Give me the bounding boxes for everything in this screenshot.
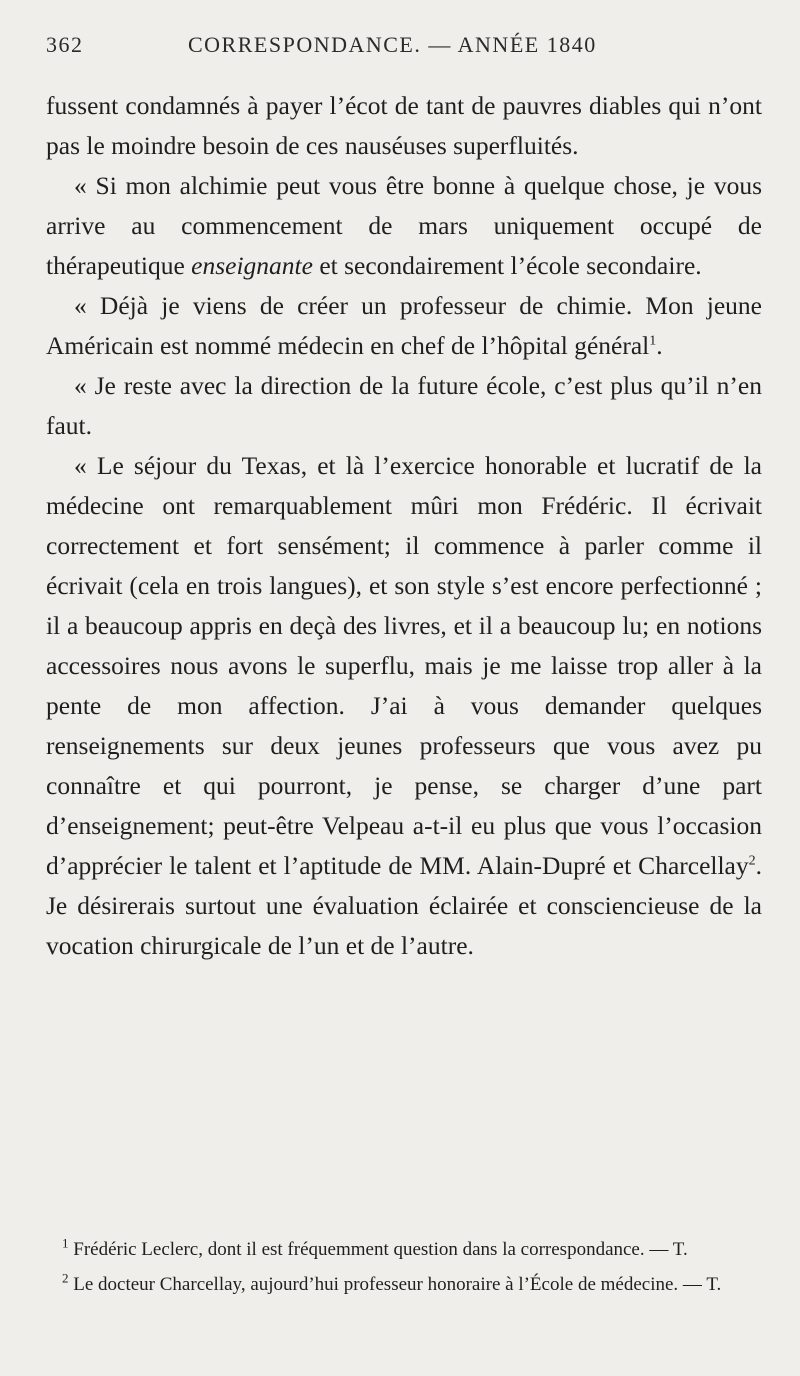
footnotes	[40, 1236, 762, 1306]
main-text	[46, 86, 762, 966]
paragraph-5-text-a: « Le séjour du Texas, et là l’exercice honorable et lucratif de la médecine ont remarquablement mûri mon Frédéric. Il écrivait correctement et fort sensément; il commence à parler comme il écrivait (cela en trois langues), et son style s’est encore perfectionné ; il a beaucoup appris en deçà des livres, et il a beaucoup lu; en notions accessoires nous avons le superflu, mais je me laisse trop aller à la pente de mon affection. J’ai à vous demander quelques renseignements sur deux jeunes professeurs que vous avez pu connaître et qui pourront, je pense, se charger d’une part d’enseignement; peut-être Velpeau a-t-il eu plus que vous l’occasion d’apprécier le talent et l’aptitude de MM. Alain-Dupré et Charcellay	[46, 451, 762, 880]
paragraph-5	[46, 446, 762, 966]
footnote-text-2: Le docteur Charcellay, aujourd’hui professeur honoraire à l’École de médecine. — T.	[73, 1274, 722, 1295]
footnote-mark-1: 1	[62, 1235, 69, 1251]
footnote-text-1: Frédéric Leclerc, dont il est fréquemment question dans la correspondance. — T.	[73, 1239, 688, 1260]
paragraph-2	[46, 166, 762, 286]
paragraph-3-end: .	[656, 331, 663, 360]
paragraph-3-text: « Déjà je viens de créer un professeur de chimie. Mon jeune Américain est nommé médecin en chef de l’hôpital général	[46, 291, 762, 360]
italic-word: enseignante	[191, 251, 313, 280]
paragraph-5-text-b: . Je désirerais surtout une évaluation éclairée et consciencieuse de la vocation chirurgicale de l’un et de l’autre.	[46, 851, 762, 960]
running-title: CORRESPONDANCE. — ANNÉE 1840	[188, 32, 597, 57]
paragraph-3	[46, 286, 762, 366]
paragraph-2-text-b: et secondairement l’école secondaire.	[312, 251, 702, 280]
paragraph-4: « Je reste avec la direction de la future école, c’est plus qu’il n’en faut.	[46, 371, 762, 440]
page-number: 362	[46, 32, 84, 57]
footnote-2	[40, 1271, 762, 1298]
footnote-1	[40, 1236, 762, 1263]
footnote-mark-2: 2	[62, 1270, 69, 1286]
footnote-ref-1: 1	[649, 333, 657, 349]
paragraph-2-text-a: « Si mon alchimie peut vous être bonne à quelque chose, je vous arrive au commencement de mars uniquement occupé de thérapeutique	[46, 171, 762, 280]
paragraph-1: fussent condamnés à payer l’écot de tant de pauvres diables qui n’ont pas le moindre besoin de ces nauséuses superfluités.	[46, 91, 762, 160]
footnote-ref-2: 2	[748, 853, 756, 869]
